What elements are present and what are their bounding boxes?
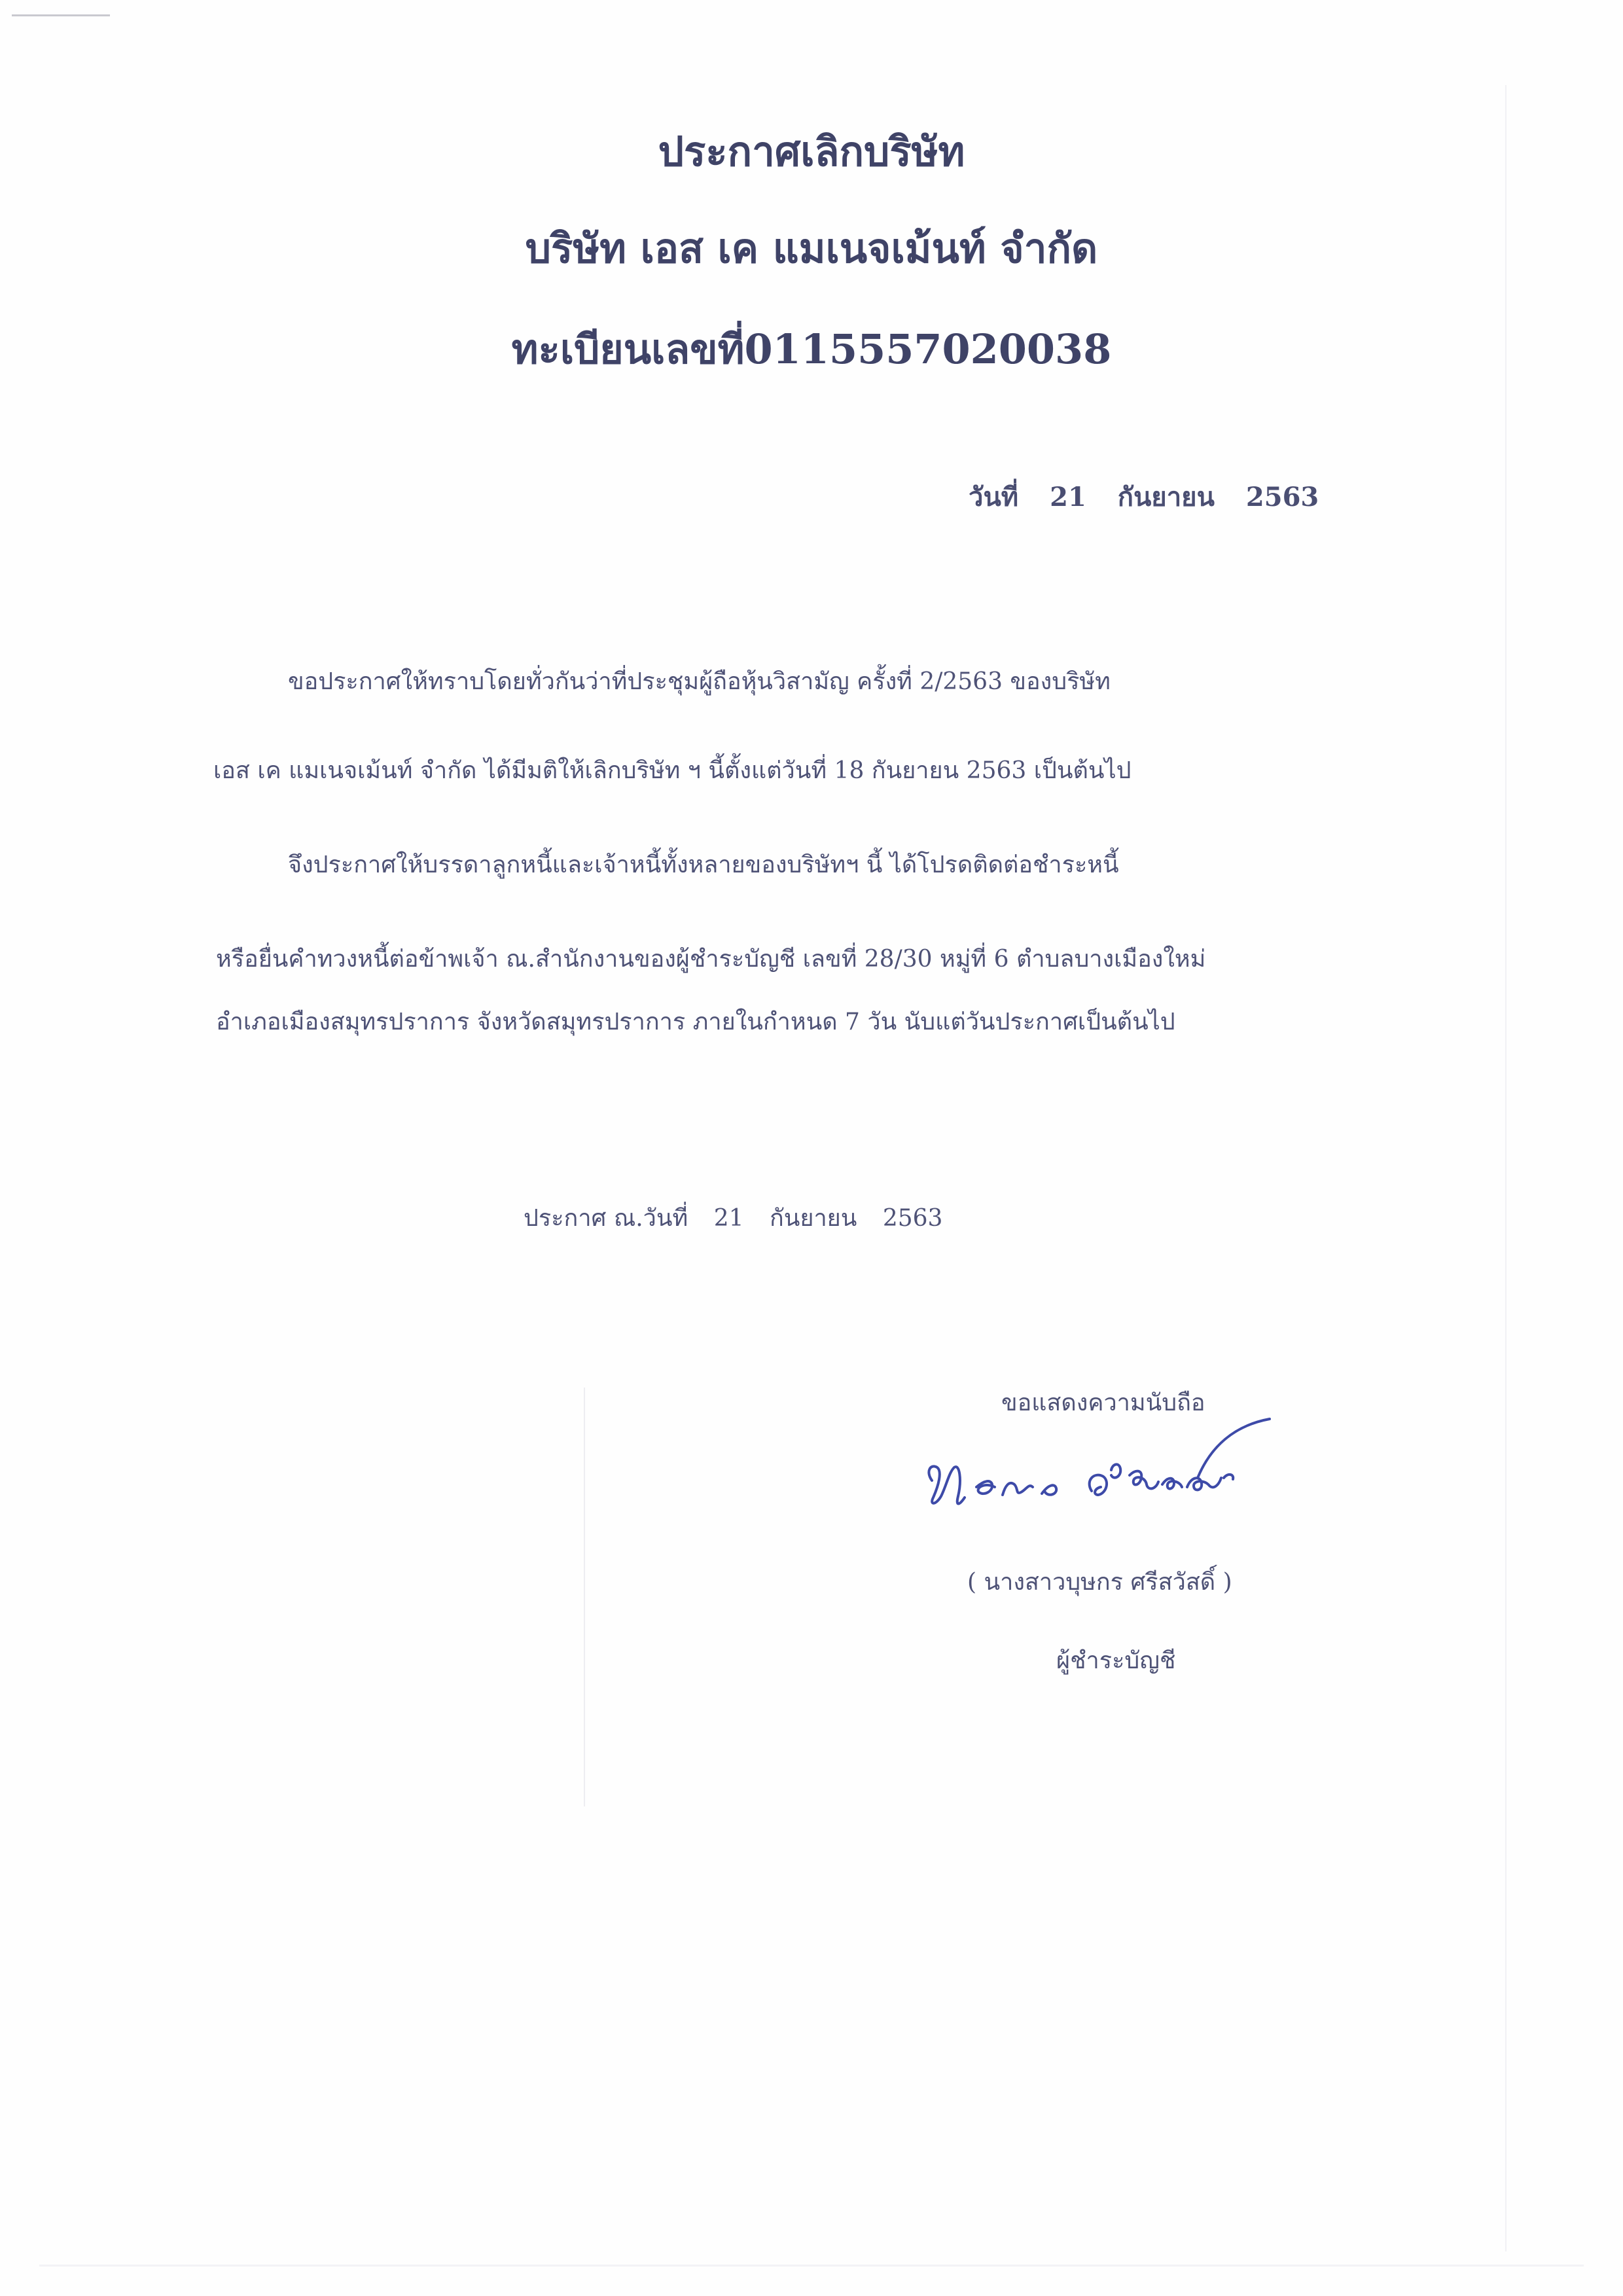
scan-fold-line (584, 1388, 585, 1806)
company-name: บริษัท เอส เค แมเนจเม้นท์ จำกัด (525, 224, 1098, 272)
body-paragraph-line: เอส เค แมเนจเม้นท์ จำกัด ได้มีมติให้เลิกบริษัท ฯ นี้ตั้งแต่วันที่ 18 กันยายน 2563 เป็นต้นไป (213, 757, 1132, 784)
announce-date-label: ประกาศ ณ.วันที่ (524, 1205, 688, 1232)
date-label: วันที่ (969, 482, 1019, 512)
body-paragraph-line: อำเภอเมืองสมุทรปราการ จังหวัดสมุทรปราการ ภายในกำหนด 7 วัน นับแต่วันประกาศเป็นต้นไป (216, 1009, 1175, 1035)
body-paragraph-line: ขอประกาศให้ทราบโดยทั่วกันว่าที่ประชุมผู้ถือหุ้นวิสามัญ ครั้งที่ 2/2563 ของบริษัท (288, 668, 1111, 695)
scan-mark-top (12, 14, 110, 16)
registration-number: ทะเบียนเลขที่0115557020038 (511, 325, 1112, 373)
body-paragraph-line: จึงประกาศให้บรรดาลูกหนี้และเจ้าหนี้ทั้งหลายของบริษัทฯ นี้ ได้โปรดติดต่อชำระหนี้ (288, 852, 1119, 878)
document-title: ประกาศเลิกบริษัท (658, 128, 965, 175)
scan-edge-right (1505, 85, 1507, 2251)
signer-name: ( นางสาวบุษกร ศรีสวัสดิ์ ) (967, 1569, 1232, 1596)
date-year: 2563 (1245, 482, 1319, 512)
announce-date-year: 2563 (882, 1205, 943, 1232)
date-day: 21 (1050, 482, 1086, 512)
announcement-date (524, 1199, 961, 1238)
date-month: กันยายน (1117, 482, 1215, 512)
closing-phrase: ขอแสดงความนับถือ (1001, 1390, 1205, 1416)
signer-title: ผู้ชำระบัญชี (1056, 1647, 1176, 1674)
scan-edge-bottom (39, 2265, 1584, 2267)
announce-date-day: 21 (713, 1205, 744, 1232)
announce-date-month: กันยายน (769, 1205, 857, 1232)
handwritten-signature (916, 1407, 1296, 1538)
body-paragraph-line: หรือยื่นคำทวงหนี้ต่อข้าพเจ้า ณ.สำนักงานของผู้ชำระบัญชี เลขที่ 28/30 หมู่ที่ 6 ตำบลบางเมืองใหม่ (216, 946, 1206, 973)
document-date (969, 478, 1341, 517)
